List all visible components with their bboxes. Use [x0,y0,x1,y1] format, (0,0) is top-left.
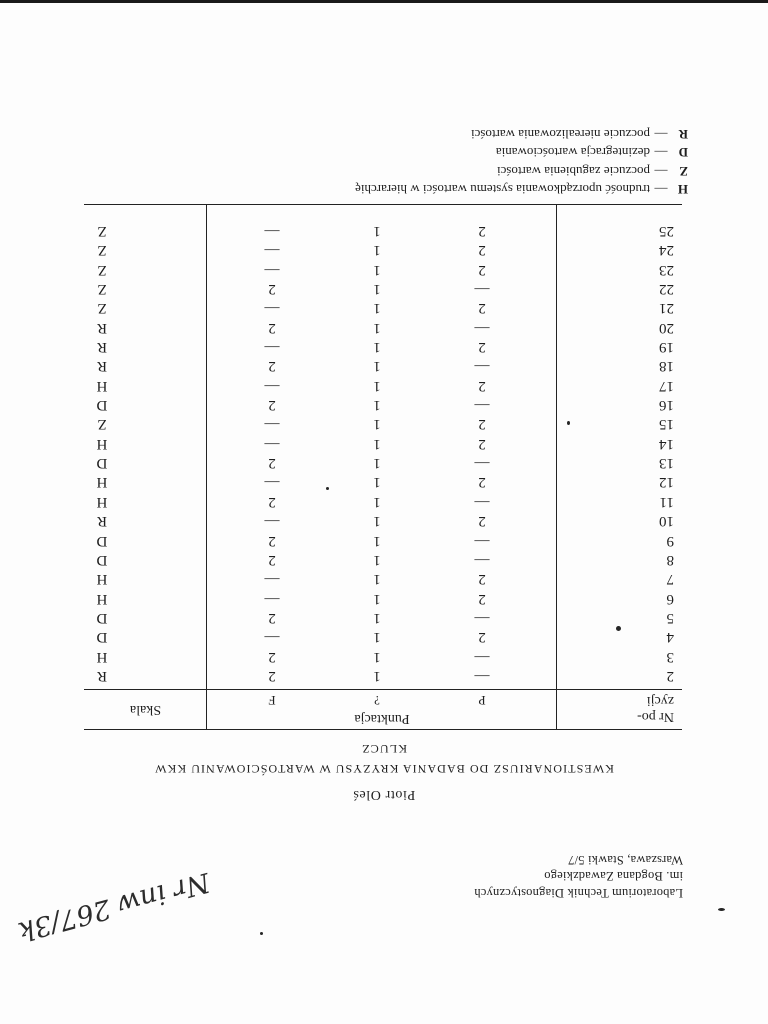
row-score-question: 1 [373,397,381,414]
legend-text: poczucie nierealizowania wartości [470,127,650,143]
header-nr-line2: zycji [646,693,674,708]
legend-item [355,180,688,198]
legend-letter: R [678,127,688,143]
row-number: 17 [659,377,674,394]
row-score-question: 1 [373,513,381,530]
row-scale: Z [97,261,107,278]
row-score-f: — [264,513,280,530]
row-score-p: 2 [478,222,486,239]
legend-dash: — [654,127,668,143]
laboratory-name: Laboratorium Technik Diagnostycznych [474,886,683,900]
row-number: 4 [666,629,674,646]
row-score-question: 1 [373,377,381,394]
key-table [84,204,682,730]
row-score-f: 2 [268,551,276,568]
header-col-question: ? [374,693,380,708]
legend-dash: — [654,163,668,179]
row-score-p: 2 [478,242,486,259]
row-score-p: 2 [478,571,486,588]
row-score-f: — [264,261,280,278]
row-score-question: 1 [373,281,381,297]
row-score-f: 2 [268,358,276,375]
row-number: 21 [659,300,674,317]
row-score-question: 1 [373,455,381,472]
laboratory-patron: im. Bogdana Zawadzkiego [544,869,683,884]
row-number: 22 [659,281,674,297]
row-score-question: 1 [373,648,381,665]
row-score-p: 2 [478,435,486,452]
row-number: 23 [659,261,674,278]
row-score-f: — [264,474,280,491]
row-score-f: 2 [268,532,276,549]
row-score-f: — [264,629,280,646]
row-score-question: 1 [373,493,381,510]
row-number: 16 [659,397,674,414]
row-scale: D [96,551,108,568]
row-number: 20 [659,319,674,336]
row-scale: H [96,590,108,607]
row-score-p: — [474,281,490,297]
row-score-f: 2 [268,648,276,665]
document-subtitle: KLUCZ [361,742,407,756]
row-score-question: 1 [373,242,381,259]
row-score-p: — [474,532,490,549]
row-score-f: 2 [268,397,276,414]
scan-speck [718,908,725,911]
row-scale: R [97,513,108,530]
table-divider-skala [206,205,207,729]
row-score-question: 1 [373,358,381,375]
header-skala: Skala [129,702,162,717]
row-score-f: — [264,416,280,433]
row-score-p: — [474,493,490,510]
row-score-p: 2 [478,629,486,646]
legend-item [355,125,688,143]
legend-item [355,143,688,161]
row-score-f: 2 [268,319,276,336]
handwritten-inventory-number: Nr inw 267/3k [14,866,213,947]
row-score-f: — [264,222,280,239]
row-score-p: — [474,551,490,568]
legend-text: dezintegracja wartościowania [495,145,650,161]
row-scale: H [96,571,108,588]
row-score-question: 1 [373,319,381,336]
row-scale: Z [97,416,107,433]
row-score-f: 2 [268,668,276,684]
row-number: 19 [659,339,674,356]
row-number: 8 [666,551,674,568]
row-score-question: 1 [373,532,381,549]
row-number: 2 [666,668,674,684]
row-score-question: 1 [373,261,381,278]
row-score-question: 1 [373,629,381,646]
row-number: 24 [659,242,674,259]
row-scale: Z [97,222,107,239]
row-score-p: — [474,609,490,626]
row-number: 13 [659,455,674,472]
row-scale: R [97,668,108,684]
author: Piotr Oleś [352,787,416,802]
legend-dash: — [654,182,668,197]
laboratory-header [474,852,683,902]
header-col-f: F [268,693,276,708]
row-scale: H [96,493,108,510]
header-punktacja: Punktacja [354,711,410,726]
legend-item [355,161,688,179]
row-score-question: 1 [373,474,381,491]
row-scale: D [96,455,108,472]
row-score-question: 1 [373,551,381,568]
row-score-question: 1 [373,300,381,317]
row-score-f: 2 [268,493,276,510]
row-scale: D [96,629,108,646]
row-scale: D [96,609,108,626]
row-score-p: 2 [478,416,486,433]
row-score-p: — [474,358,490,375]
row-scale: D [96,532,108,549]
row-scale: D [96,397,108,414]
header-col-p: P [478,693,486,708]
row-score-f: — [264,339,280,356]
table-divider-nr [556,205,557,729]
row-scale: Z [97,281,107,297]
legend-text: trudność uporządkowania systemu wartości w hierarchię [355,182,650,197]
row-score-f: — [264,300,280,317]
row-number: 15 [659,416,674,433]
row-score-p: 2 [478,474,486,491]
header-nr-line1: Nr po- [637,709,674,724]
row-scale: R [97,358,108,375]
row-score-f: 2 [268,281,276,297]
document-title: KWESTIONARIUSZ DO BADANIA KRYZYSU W WARTOŚCIOWANIU KKW [154,762,614,776]
row-scale: H [96,648,108,665]
row-scale: H [96,474,108,491]
row-score-f: 2 [268,609,276,626]
row-score-f: — [264,377,280,394]
row-score-f: — [264,590,280,607]
row-score-p: — [474,668,490,684]
row-number: 10 [659,513,674,530]
row-score-p: 2 [478,339,486,356]
row-score-f: — [264,571,280,588]
row-scale: R [97,319,108,336]
row-number: 7 [666,571,674,588]
row-number: 5 [666,609,674,626]
row-scale: H [96,435,108,452]
row-score-p: 2 [478,300,486,317]
legend-dash: — [654,145,668,161]
legend [355,125,688,198]
row-number: 14 [659,435,674,452]
row-score-f: 2 [268,455,276,472]
row-score-p: 2 [478,513,486,530]
row-number: 18 [659,358,674,375]
row-number: 3 [666,648,674,665]
row-score-question: 1 [373,609,381,626]
row-score-question: 1 [373,339,381,356]
legend-text: poczucie zagubienia wartości [496,163,650,179]
scan-speck [567,421,570,425]
row-score-p: — [474,648,490,665]
row-score-question: 1 [373,668,381,684]
row-scale: R [97,339,108,356]
row-score-f: — [264,435,280,452]
row-score-p: — [474,319,490,336]
scan-speck [326,487,329,490]
row-scale: Z [97,242,107,259]
row-score-question: 1 [373,416,381,433]
laboratory-address: Warszawa, Stawki 5/7 [567,853,683,867]
row-number: 25 [659,222,674,239]
row-number: 12 [659,474,674,491]
legend-letter: Z [679,163,688,179]
row-score-question: 1 [373,435,381,452]
row-score-p: 2 [478,590,486,607]
row-number: 9 [666,532,674,549]
row-score-p: 2 [478,377,486,394]
row-score-p: 2 [478,261,486,278]
row-score-question: 1 [373,571,381,588]
row-number: 6 [666,590,674,607]
row-number: 11 [659,493,674,510]
row-scale: Z [97,300,107,317]
legend-letter: D [678,145,688,161]
scan-speck [616,626,621,631]
scan-speck [260,932,263,935]
legend-letter: H [677,182,688,197]
row-score-question: 1 [373,222,381,239]
row-score-p: — [474,397,490,414]
row-score-question: 1 [373,590,381,607]
row-scale: H [96,377,108,394]
row-score-p: — [474,455,490,472]
row-score-f: — [264,242,280,259]
